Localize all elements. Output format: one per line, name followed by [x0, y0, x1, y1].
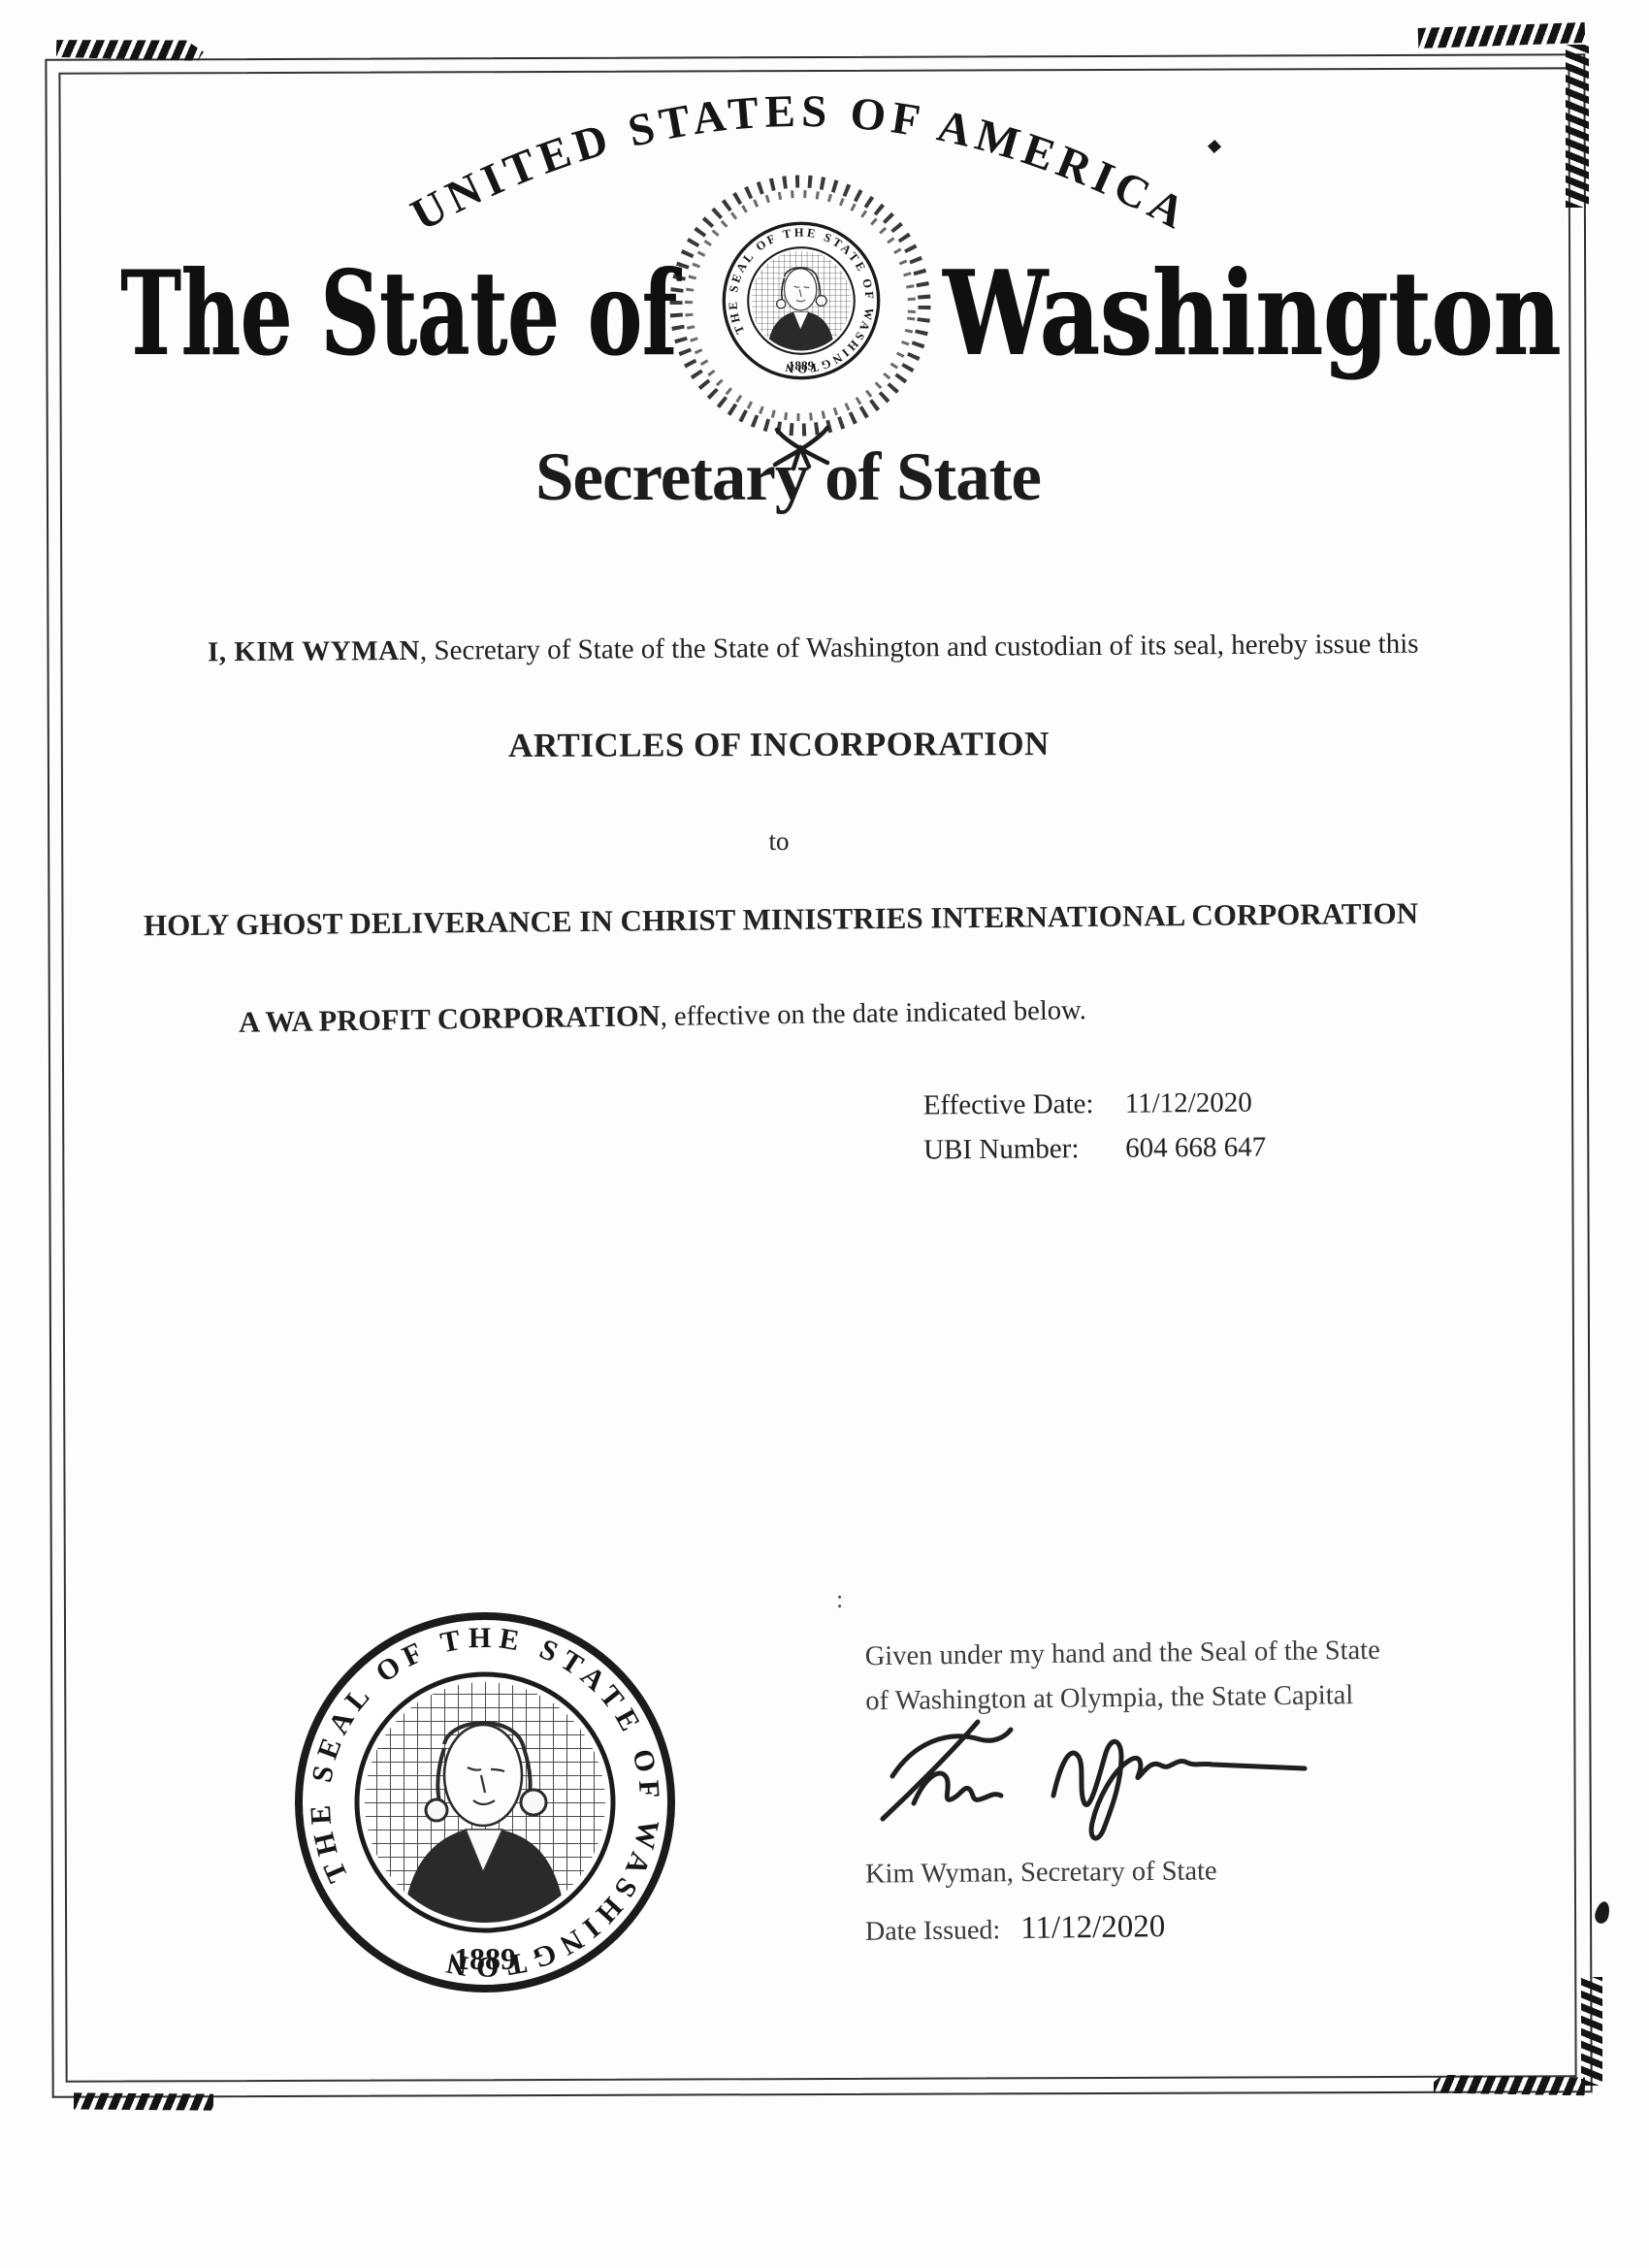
- date-issued-value: 11/12/2020: [1019, 1909, 1166, 1946]
- date-issued-label: Date Issued:: [864, 1915, 1001, 1947]
- leaf-chain-right-bottom: [1581, 1977, 1602, 2086]
- entity-type-rest: , effective on the date indicated below.: [660, 995, 1087, 1033]
- issuer-intro-rest: , Secretary of State of the State of Washington and custodian of its seal, hereby issue this: [419, 628, 1419, 666]
- attestation-line-2: of Washington at Olympia, the State Capital: [865, 1680, 1354, 1717]
- signer-name-line: Kim Wyman, Secretary of State: [864, 1856, 1217, 1890]
- arc-title-text: UNITED STATES OF AMERICA: [403, 85, 1197, 242]
- state-seal-header: [721, 220, 882, 381]
- ubi-number-row: [923, 1131, 1266, 1166]
- ubi-number-label: UBI Number:: [923, 1133, 1080, 1166]
- date-issued-line: [865, 1909, 1166, 1949]
- state-seal-large: [291, 1608, 679, 1996]
- attestation-line-1: Given under my hand and the Seal of the State: [864, 1635, 1380, 1672]
- ubi-number-value: 604 668 647: [1124, 1131, 1267, 1164]
- office-subtitle: Secretary of State: [535, 439, 1041, 515]
- kim-wyman-signature: [863, 1710, 1319, 1856]
- effective-date-row: [923, 1086, 1266, 1121]
- rope-ornament-bottom-left: [74, 2092, 213, 2110]
- state-title-right: Washington: [943, 245, 1562, 382]
- document-title: ARTICLES OF INCORPORATION: [508, 725, 1050, 764]
- stray-colon-mark: :: [836, 1585, 844, 1613]
- effective-date-label: Effective Date:: [922, 1088, 1094, 1121]
- leaf-chain-right-top: [1566, 45, 1589, 208]
- filing-facts: [923, 1086, 1267, 1179]
- entity-type: A WA PROFIT CORPORATION: [238, 999, 661, 1039]
- state-title-left: The State of: [120, 245, 677, 382]
- to-label: to: [768, 826, 790, 856]
- rope-ornament-bottom-right: [1434, 2075, 1585, 2096]
- issuer-name: I, KIM WYMAN: [207, 634, 421, 668]
- entity-name: HOLY GHOST DELIVERANCE IN CHRIST MINISTRIES INTERNATIONAL CORPORATION: [143, 895, 1419, 943]
- rope-ornament-top-left: [56, 37, 204, 61]
- effective-date-value: 11/12/2020: [1124, 1086, 1252, 1119]
